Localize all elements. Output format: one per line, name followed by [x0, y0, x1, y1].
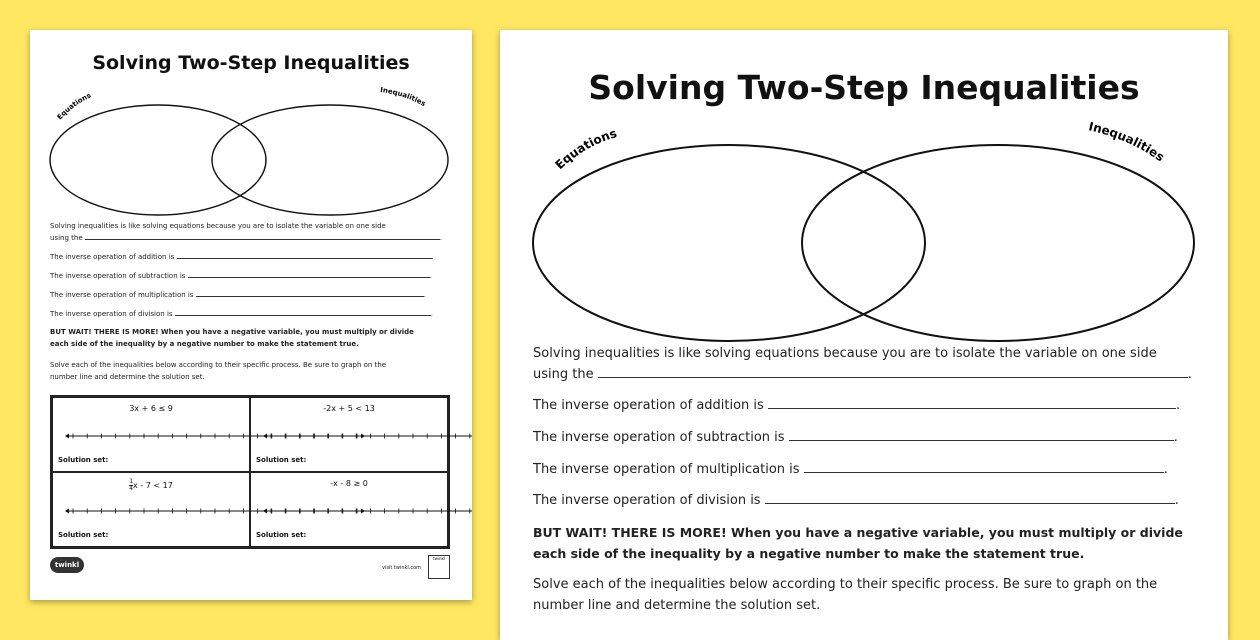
venn-left-circle: [533, 145, 925, 341]
question-addition: The inverse operation of addition is .: [50, 253, 434, 261]
number-line-arrow: [65, 434, 69, 439]
number-line-arrow: [263, 509, 267, 514]
page-title-large: Solving Two-Step Inequalities: [588, 68, 1140, 107]
question-multiplication: The inverse operation of multiplication is .: [50, 291, 426, 299]
problems-grid: [50, 395, 450, 549]
twinkl-logo: twinkl: [50, 557, 84, 573]
page-title: Solving Two-Step Inequalities: [92, 52, 410, 74]
venn-right-circle: [802, 145, 1194, 341]
question-subtraction: The inverse operation of subtraction is .: [533, 430, 1178, 445]
venn-right-label: Inequalities: [379, 86, 427, 109]
instructions-text: Solve each of the inequalities below according to their specific process. Be sure to graph on the: [50, 361, 387, 369]
venn-diagram-large: [500, 30, 1228, 350]
problem-cell: [52, 397, 250, 472]
problem-equation: -2x + 5 < 13: [323, 404, 375, 413]
solution-label: Solution set:: [58, 531, 109, 539]
warning-text: BUT WAIT! THERE IS MORE! When you have a negative variable, you must multiply or divide: [533, 525, 1183, 540]
svg-text:Equations: [56, 91, 93, 121]
problem-equation: 3x + 6 ≤ 9: [129, 404, 173, 413]
warning-text-2: each side of the inequality by a negative number to make the statement true.: [50, 340, 359, 348]
venn-left-label: Equations: [552, 126, 619, 173]
problem-equation: -x - 8 ≥ 0: [330, 479, 368, 488]
question-multiplication: The inverse operation of multiplication is .: [533, 462, 1168, 477]
question-division: The inverse operation of division is .: [50, 310, 434, 318]
instructions-text-2: number line and determine the solution set.: [50, 373, 205, 381]
problem-cell: [250, 397, 448, 472]
svg-text:Inequalities: [1087, 119, 1167, 164]
warning-text-2: each side of the inequality by a negative number to make the statement true.: [533, 546, 1085, 561]
venn-right-label: Inequalities: [1087, 119, 1167, 165]
intro-text-2: using the .: [50, 234, 443, 242]
svg-text:Inequalities: [380, 86, 427, 108]
venn-left-circle: [50, 105, 266, 215]
venn-right-circle: [212, 105, 448, 215]
warning-text: BUT WAIT! THERE IS MORE! When you have a negative variable, you must multiply or divide: [50, 328, 414, 336]
solution-label: Solution set:: [58, 456, 109, 464]
problem-equation: $\frac{1}{4}$ x - 7 < 17: [129, 478, 173, 492]
footer-badge: twinkl: [428, 555, 450, 579]
footer-url: visit twinkl.com: [382, 565, 422, 571]
number-line-arrow: [65, 509, 69, 514]
intro-text-2: using the .: [533, 367, 1192, 382]
question-subtraction: The inverse operation of subtraction is .: [50, 272, 432, 280]
solution-label: Solution set:: [256, 456, 307, 464]
question-division: The inverse operation of division is .: [533, 493, 1179, 508]
solution-label: Solution set:: [256, 531, 307, 539]
question-addition: The inverse operation of addition is .: [533, 398, 1181, 413]
problem-cell: [250, 472, 448, 547]
number-line-arrow: [263, 434, 267, 439]
worksheet-thumbnail: [30, 30, 472, 600]
intro-text: Solving inequalities is like solving equations because you are to isolate the variable on one side: [533, 346, 1157, 361]
venn-diagram: [30, 30, 472, 230]
fraction: $\frac{1}{4}$: [129, 478, 134, 492]
number-line: [263, 507, 472, 515]
worksheet-zoomed: [500, 30, 1228, 640]
intro-text: Solving inequalities is like solving equations because you are to isolate the variable on one side: [50, 222, 386, 230]
number-line: [263, 432, 472, 440]
instructions-text-2: number line and determine the solution set.: [533, 598, 821, 613]
venn-left-label: Equations: [55, 91, 93, 122]
problem-cell: [52, 472, 250, 547]
instructions-text: Solve each of the inequalities below according to their specific process. Be sure to graph on the: [533, 577, 1158, 592]
